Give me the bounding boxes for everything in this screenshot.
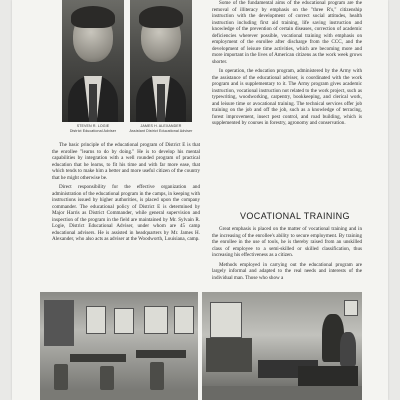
caption-title: Assistant District Educational Adviser	[129, 129, 193, 133]
cabinet	[206, 338, 252, 372]
paragraph: Methods employed in carrying out the educational program are largely informal and adapted to the real needs and interests of the individual man. Those who show a	[212, 261, 362, 281]
vocational-text	[212, 226, 362, 284]
window	[86, 306, 106, 334]
chair	[100, 366, 114, 390]
portrait-hair	[71, 6, 115, 28]
portrait-left	[62, 0, 124, 122]
paragraph: The basic principle of the educational program of District E is that the enrollee "learns to do by doing." He is to develop his mental capabilities by integration with a well rounded program of practical education that he learns, to fit his time and with far more ease, that which tends to make him a better and more useful citizen of the country that he might otherwise be.	[52, 142, 200, 181]
paragraph: Direct responsibility for the effective organization and administration of the educational program in the camps, in keeping with instructions issued by higher authorities, is placed upon the company commander. The educational policy of District E is determined by Major Harris as District Commander, while general supervision and inspection of the program in the field are maintained by Mr. Sylvain R. Logie, District Educational Adviser, under whom are 45 camp educational advisers. He is assisted in headquarters by Mr. James H. Alexander, who also acts as adviser at the Woodworth, Louisiana, camp.	[52, 184, 200, 242]
desk	[298, 366, 358, 386]
portrait-left-caption	[56, 124, 130, 134]
left-column-text	[52, 142, 200, 246]
portrait-right-caption	[124, 124, 198, 134]
chair	[150, 362, 164, 390]
floor	[202, 386, 362, 400]
portrait-tie	[89, 84, 97, 122]
caption-name: JAMES H. ALEXANDER	[140, 124, 182, 128]
section-heading: VOCATIONAL TRAINING	[240, 211, 350, 221]
classroom-photo	[40, 292, 198, 400]
window	[114, 308, 134, 334]
office-photo	[202, 292, 362, 400]
paragraph: Great emphasis is placed on the matter of vocational training and in the increasing of the enrollee's ability to secure employment. By training the enrollee in the use of tools, he is thereby raised from an unskilled class of employee to a semi-skilled or skilled classification, thus increasing his effectiveness as a citizen.	[212, 226, 362, 258]
portrait-right	[130, 0, 192, 122]
floor	[40, 390, 198, 400]
book-page	[12, 0, 388, 400]
window	[210, 302, 242, 338]
table	[70, 354, 126, 362]
portrait-tie	[157, 84, 165, 122]
person	[340, 332, 356, 366]
caption-name: STEVEN R. LOGIE	[76, 124, 110, 128]
table	[136, 350, 186, 358]
paragraph: In operation, the education program, administered by the Army with the assistance of the educational adviser, is coordinated with the work program and is supplementary to it. The Army program gives academic instruction, vocational instruction not related to the work project, such as typewriting, woodworking, carpentry, bookkeeping, and clerical work, and leisure time or avocational training. The technical services offer job training on the job and off the job, such as a knowledge of terracing, forest improvement, insect pest control, and road building, which is supplemented by courses in forestry, agronomy and conservation.	[212, 68, 362, 126]
window	[144, 306, 168, 334]
shelf	[44, 300, 74, 346]
window	[344, 300, 358, 316]
portrait-hair	[139, 6, 183, 28]
paragraph: Some of the fundamental aims of the educational program are the removal of illiteracy by emphasis on the "three R's," citizenship instruction with the development of correct social attitudes, health instruction including first aid training, life saving instruction and knowledge of the prevention of certain diseases, correction of academic deficiencies wherever possible, vocational training with emphasis on employment of the enrollee after discharge from the CCC, and the development of leisure time activities, which are becoming more and more important in the lives of American citizens as the work week grows shorter.	[212, 0, 362, 65]
window	[174, 306, 194, 334]
caption-title: District Educational Adviser	[69, 129, 117, 133]
chair	[54, 364, 68, 390]
right-column-text	[212, 0, 362, 130]
